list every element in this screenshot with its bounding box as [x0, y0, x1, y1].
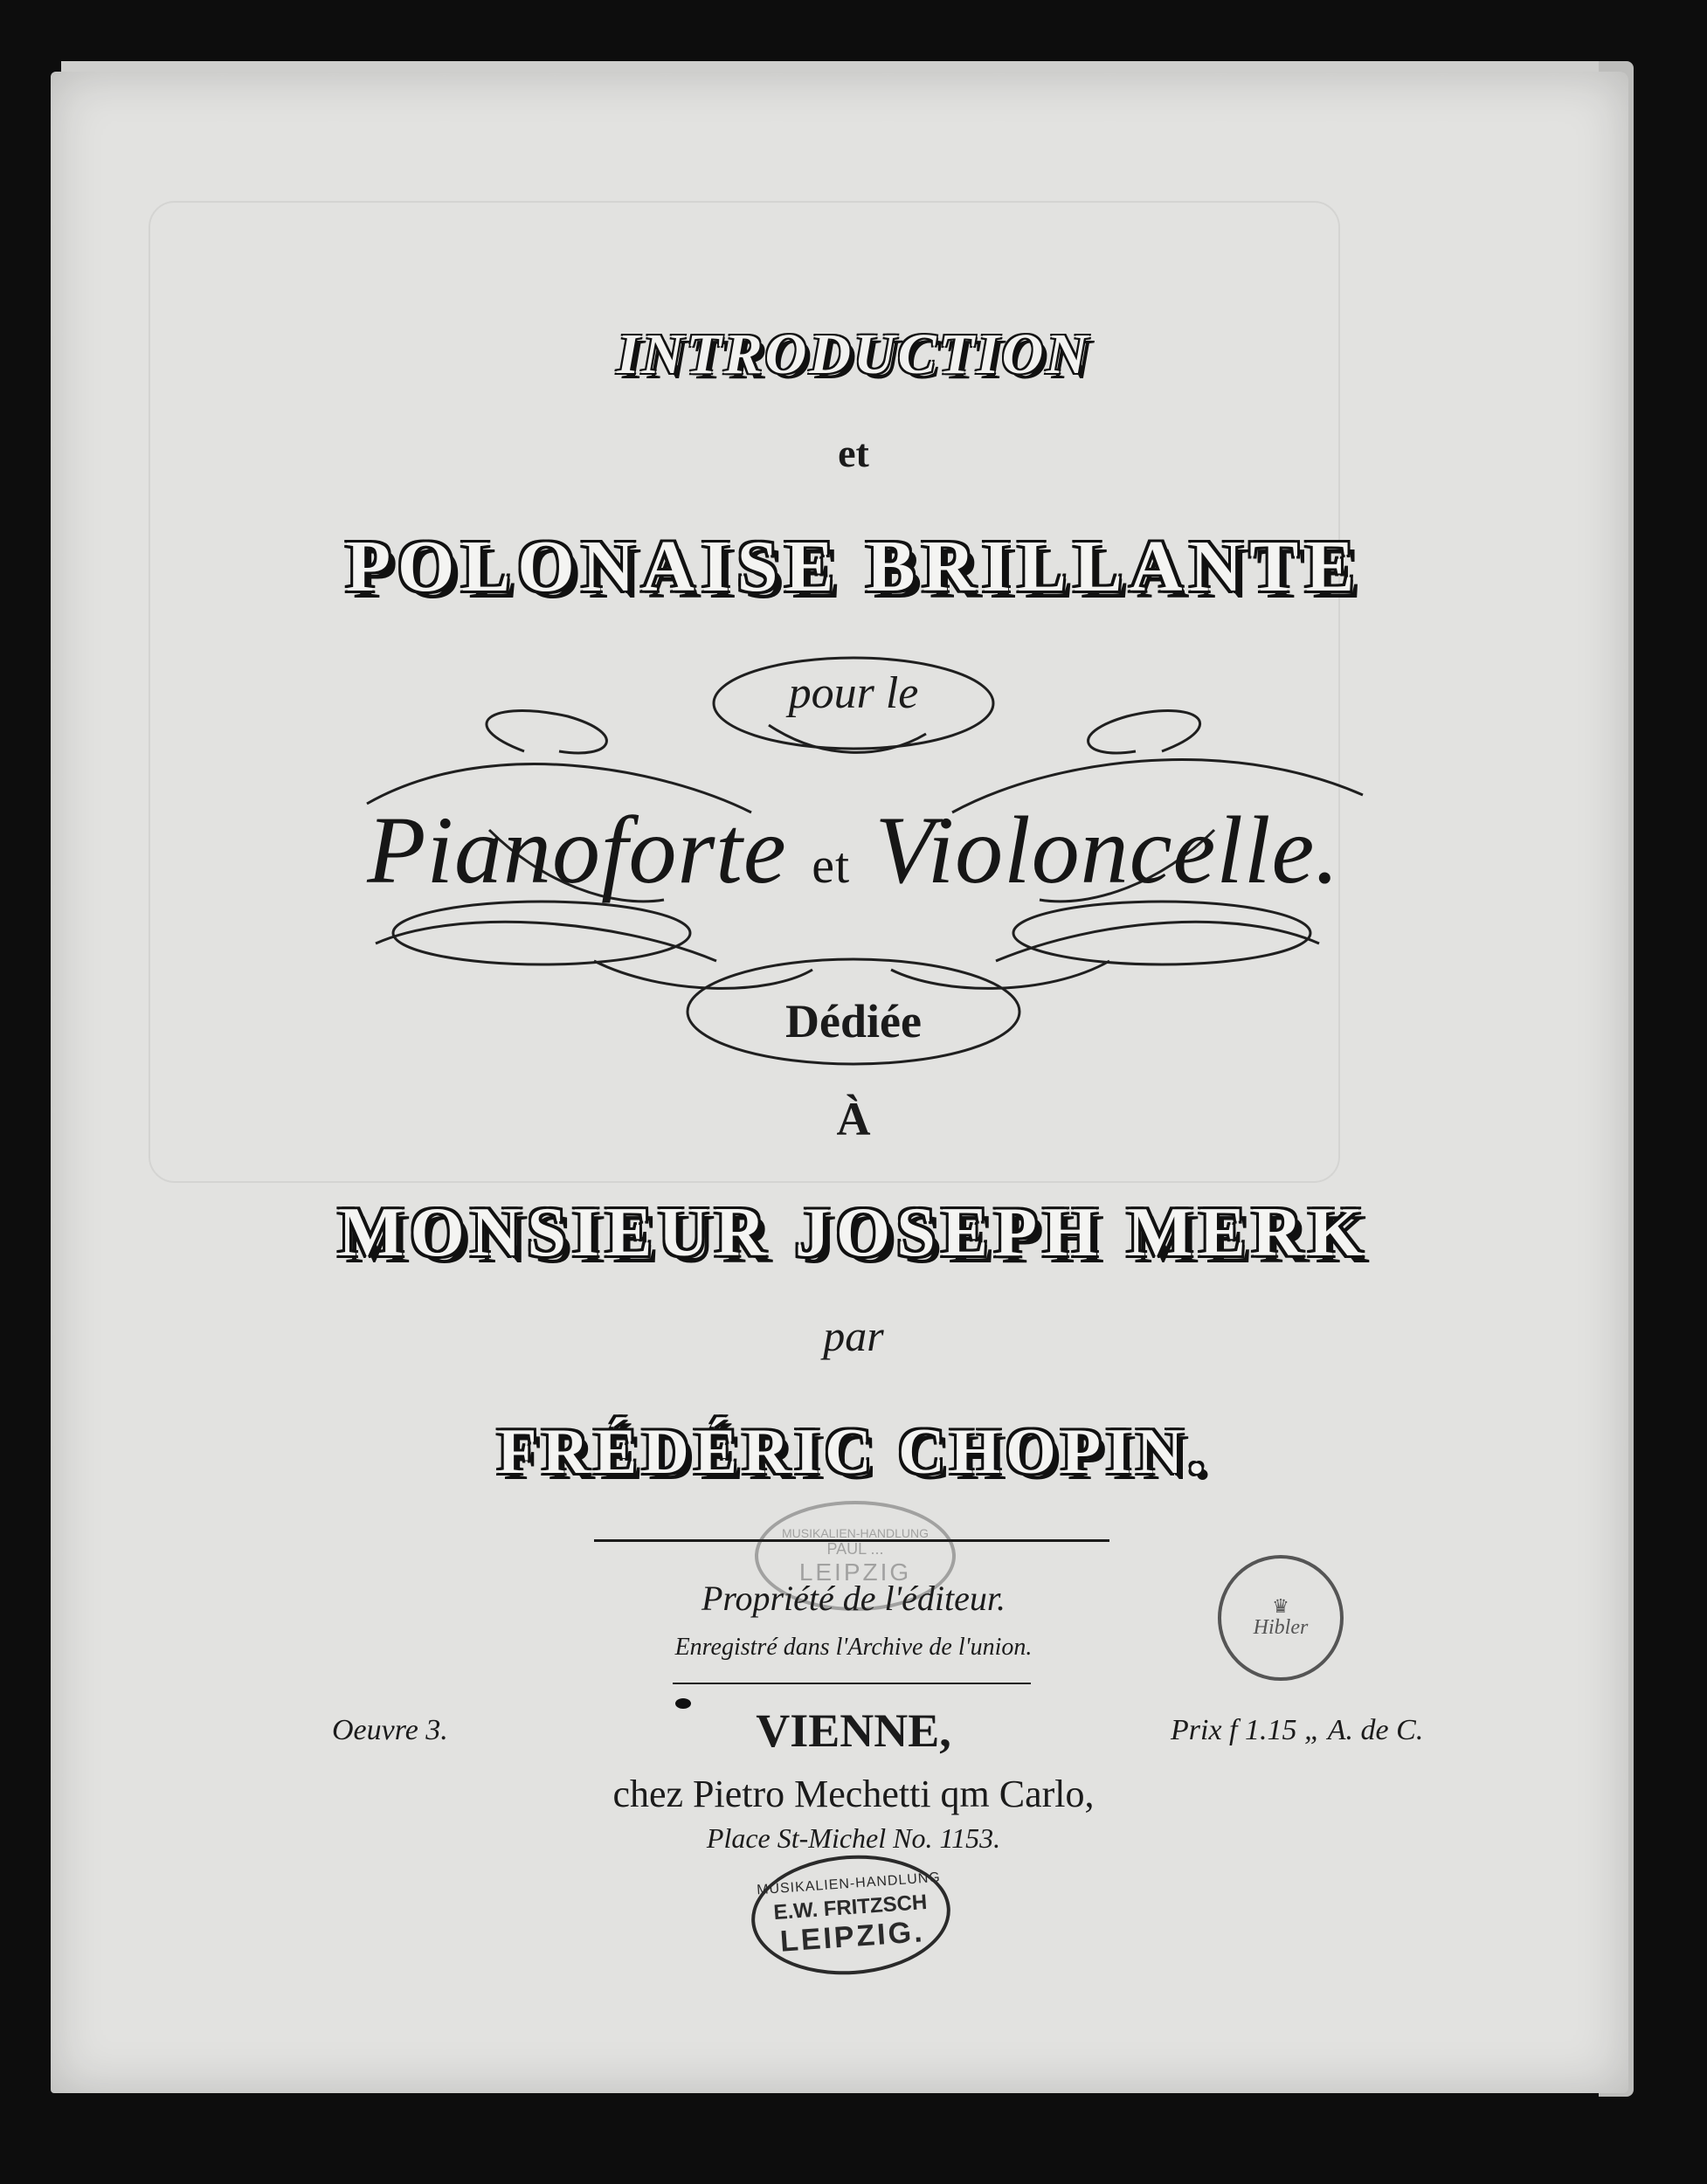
publisher-city: VIENNE, [756, 1704, 951, 1757]
title-polonaise-brillante: POLONAISE BRILLANTE [345, 526, 1362, 607]
dedication-dediee: Dédiée [785, 995, 922, 1047]
dedication-a: À [836, 1093, 871, 1145]
publisher-address: Place St-Michel No. 1153. [706, 1822, 1001, 1854]
composer-name: FRÉDÉRIC CHOPIN. [497, 1416, 1210, 1488]
opus-number: Oeuvre 3. [332, 1714, 448, 1746]
instrument-conjunction: et [812, 837, 851, 894]
instrument-pianoforte: Pianoforte [367, 797, 787, 903]
fritzsch-stamp-line3: LEIPZIG. [778, 1914, 926, 1959]
pour-le-text: pour le [788, 668, 919, 718]
instrument-violoncelle: Violoncelle. [874, 797, 1340, 903]
fritzsch-stamp-line2: E.W. FRITZSCH [772, 1890, 929, 1925]
enregistre-text: Enregistré dans l'Archive de l'union. [674, 1634, 1033, 1661]
faded-stamp-line2: PAUL ... [826, 1539, 884, 1558]
divider-rule-small [673, 1683, 1031, 1684]
round-emblem-stamp [1218, 1555, 1344, 1681]
title-introduction: INTRODUCTION [616, 322, 1091, 386]
instrumentation [0, 795, 1707, 906]
faded-stamp-line3: LEIPZIG [798, 1558, 912, 1586]
par-text: par [823, 1311, 884, 1360]
faded-stamp-line1: MUSIKALIEN-HANDLUNG [781, 1525, 930, 1540]
round-stamp-mark: Hibler [1253, 1615, 1309, 1639]
publisher-firm: chez Pietro Mechetti qm Carlo, [612, 1773, 1095, 1815]
crown-icon: ♛ [1272, 1594, 1289, 1617]
dedicatee-name: MONSIEUR JOSEPH MERK [337, 1194, 1370, 1271]
price-text: Prix f 1.15 „ A. de C. [1171, 1714, 1424, 1746]
title-conjunction: et [838, 431, 869, 475]
faded-library-stamp [755, 1501, 956, 1611]
fritzsch-stamp-line1: MUSIKALIEN-HANDLUNG [756, 1870, 942, 1897]
propriete-text: Propriété de l'éditeur. [701, 1579, 1006, 1618]
